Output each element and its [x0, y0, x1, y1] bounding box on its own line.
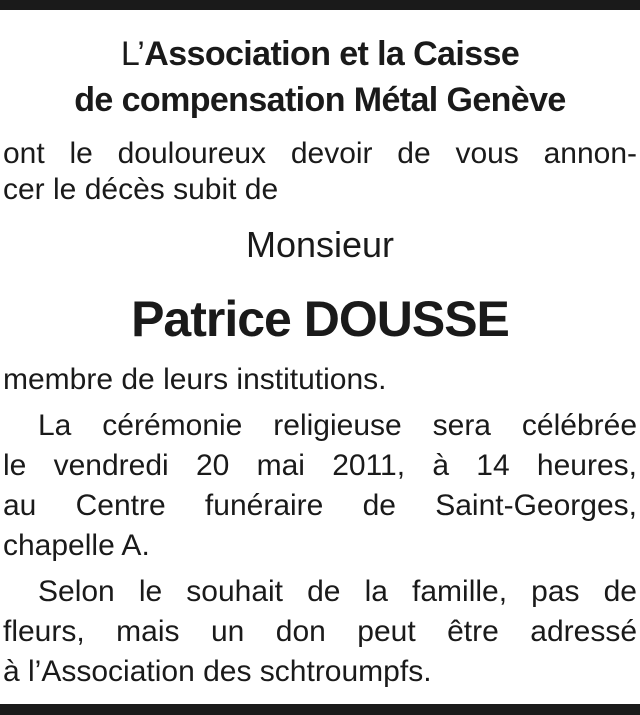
death-notice	[0, 10, 640, 704]
header-organization: Association et la Caisse	[144, 35, 520, 73]
ceremony-line-3: au Centre funéraire de Saint-Georges,	[3, 489, 637, 522]
top-border	[0, 0, 640, 10]
salutation: Monsieur	[245, 224, 395, 265]
notice-header-line-1	[0, 34, 640, 74]
header-prefix: L’	[120, 35, 145, 73]
wishes-line-2: fleurs, mais un don peut être adressé	[3, 615, 637, 648]
ceremony-line-1: La cérémonie religieuse sera célébrée	[38, 409, 637, 442]
deceased-name: Patrice DOUSSE	[131, 291, 509, 347]
membership-line: membre de leurs institutions.	[3, 363, 387, 396]
intro-line-1: ont le douloureux devoir de vous annon-	[3, 137, 637, 170]
notice-header-line-2: de compensation Métal Genève	[74, 81, 566, 119]
ceremony-line-2: le vendredi 20 mai 2011, à 14 heures,	[3, 449, 637, 482]
bottom-border	[0, 704, 640, 715]
intro-line-2: cer le décès subit de	[3, 173, 279, 206]
wishes-line-3: à l’Association des schtroumpfs.	[3, 655, 432, 688]
ceremony-line-4: chapelle A.	[3, 529, 150, 562]
wishes-line-1: Selon le souhait de la famille, pas de	[38, 575, 637, 608]
